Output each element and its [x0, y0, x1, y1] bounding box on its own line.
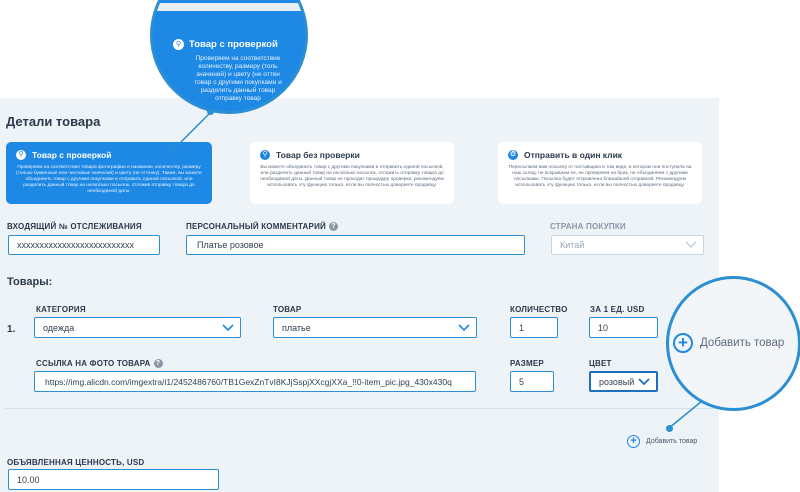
zoom-callout-add-item[interactable] [666, 276, 800, 411]
item-number: 1. [7, 324, 16, 335]
price-label: ЗА 1 ЕД. USD [590, 305, 645, 314]
tracking-label: ВХОДЯЩИЙ № ОТСЛЕЖИВАНИЯ [7, 222, 142, 231]
country-label: СТРАНА ПОКУПКИ [550, 222, 626, 231]
plus-icon: + [627, 435, 640, 448]
product-value: платье [282, 322, 311, 333]
add-item-label: Добавить товар [646, 438, 698, 445]
callout-dot [666, 425, 673, 432]
zoom-callout-option [150, 0, 308, 114]
color-value: розовый [599, 376, 635, 387]
tracking-value: xxxxxxxxxxxxxxxxxxxxxxxxxx [17, 240, 134, 250]
price-value: 10 [598, 322, 609, 333]
search-check-icon: ⚲ [173, 39, 184, 50]
goods-title: Товары: [7, 276, 53, 288]
callout-top-strip [153, 3, 305, 11]
declared-value-label: ОБЪЯВЛЕННАЯ ЦЕННОСТЬ, USD [7, 458, 145, 467]
callout-text [173, 55, 303, 103]
callout-line: количеству, размеру (толь [198, 63, 278, 70]
option-description: Проверяем на соответствие товара фотографии и названию, количеству, размеру (только буквенные или числовые значений) и цвету (не оттенку). Также, вы можете объединить товар с другими покупками и отправить единой посылкой, или разделить данный товар на несколько посылок, отложив отправку товара до необходимой даты. [16, 165, 202, 194]
category-label: КАТЕГОРИЯ [36, 305, 86, 314]
product-label: ТОВАР [273, 305, 302, 314]
callout-label: Товар с проверкой [189, 39, 278, 50]
callout-line: Проверяем на соответствие [195, 55, 281, 62]
size-label: РАЗМЕР [510, 359, 544, 368]
quantity-value: 1 [519, 322, 525, 333]
declared-value: 10.00 [17, 474, 40, 485]
callout-line: значений) и цвету (не оттен [196, 71, 280, 78]
help-icon[interactable]: ? [329, 222, 338, 231]
callout-line: товар с другими покупками и [194, 79, 282, 86]
option-label: Товар с проверкой [32, 150, 112, 160]
quantity-label: КОЛИЧЕСТВО [510, 305, 568, 314]
help-icon[interactable]: ? [154, 359, 163, 368]
size-value: 5 [519, 376, 525, 387]
country-value: Китай [560, 240, 585, 250]
page-title: Детали товара [6, 114, 101, 129]
category-value: одежда [43, 322, 75, 333]
no-check-icon: ⚲ [260, 150, 270, 160]
photo-label: ССЫЛКА НА ФОТО ТОВАРА [36, 359, 151, 368]
comment-value: Платье розовое [197, 240, 264, 250]
photo-url-value: https://img.alicdn.com/imgextra/i1/2452486760/TB1GexZnTvI8KJjSspjXXcgjXXa_!!0-item_pic.jpg_430x430q [45, 376, 452, 387]
option-label: Отправить в один клик [524, 150, 623, 160]
zoom-add-item[interactable] [673, 333, 784, 353]
search-check-icon: ⚲ [16, 150, 26, 160]
plus-icon: + [673, 333, 693, 353]
comment-label: ПЕРСОНАЛЬНЫЙ КОММЕНТАРИЙ [186, 222, 326, 231]
callout-line: разделить данный товар [200, 87, 276, 94]
callout-head [173, 39, 278, 50]
option-description: Пересылаем вам посылку от поставщика в том виде, в котором она поступила на наш склад: не вскрываем ее, не проверяем на брак, не объединяем с другими посылками. Посылка будет отправлена ближайшей отправкой. Рекомендуем использовать эту функцию только, если вы полностью доверяете продавцу. [508, 165, 692, 188]
option-label: Товар без проверки [276, 150, 360, 160]
option-description: Вы можете объединить товар с другими покупками и отправить единой посылкой, или разделить данный товар на несколько посылок, отложить отправку товара до необходимой даты. Данный товар не проходит процедуру проверки, рекомендуем использовать эту функцию только, если вы полностью доверяете продавцу. [260, 165, 444, 188]
clock-icon: ⏱ [508, 150, 518, 160]
callout-line: отправку товар [215, 95, 261, 102]
zoom-add-item-label: Добавить товар [700, 337, 785, 349]
color-label: ЦВЕТ [589, 359, 612, 368]
